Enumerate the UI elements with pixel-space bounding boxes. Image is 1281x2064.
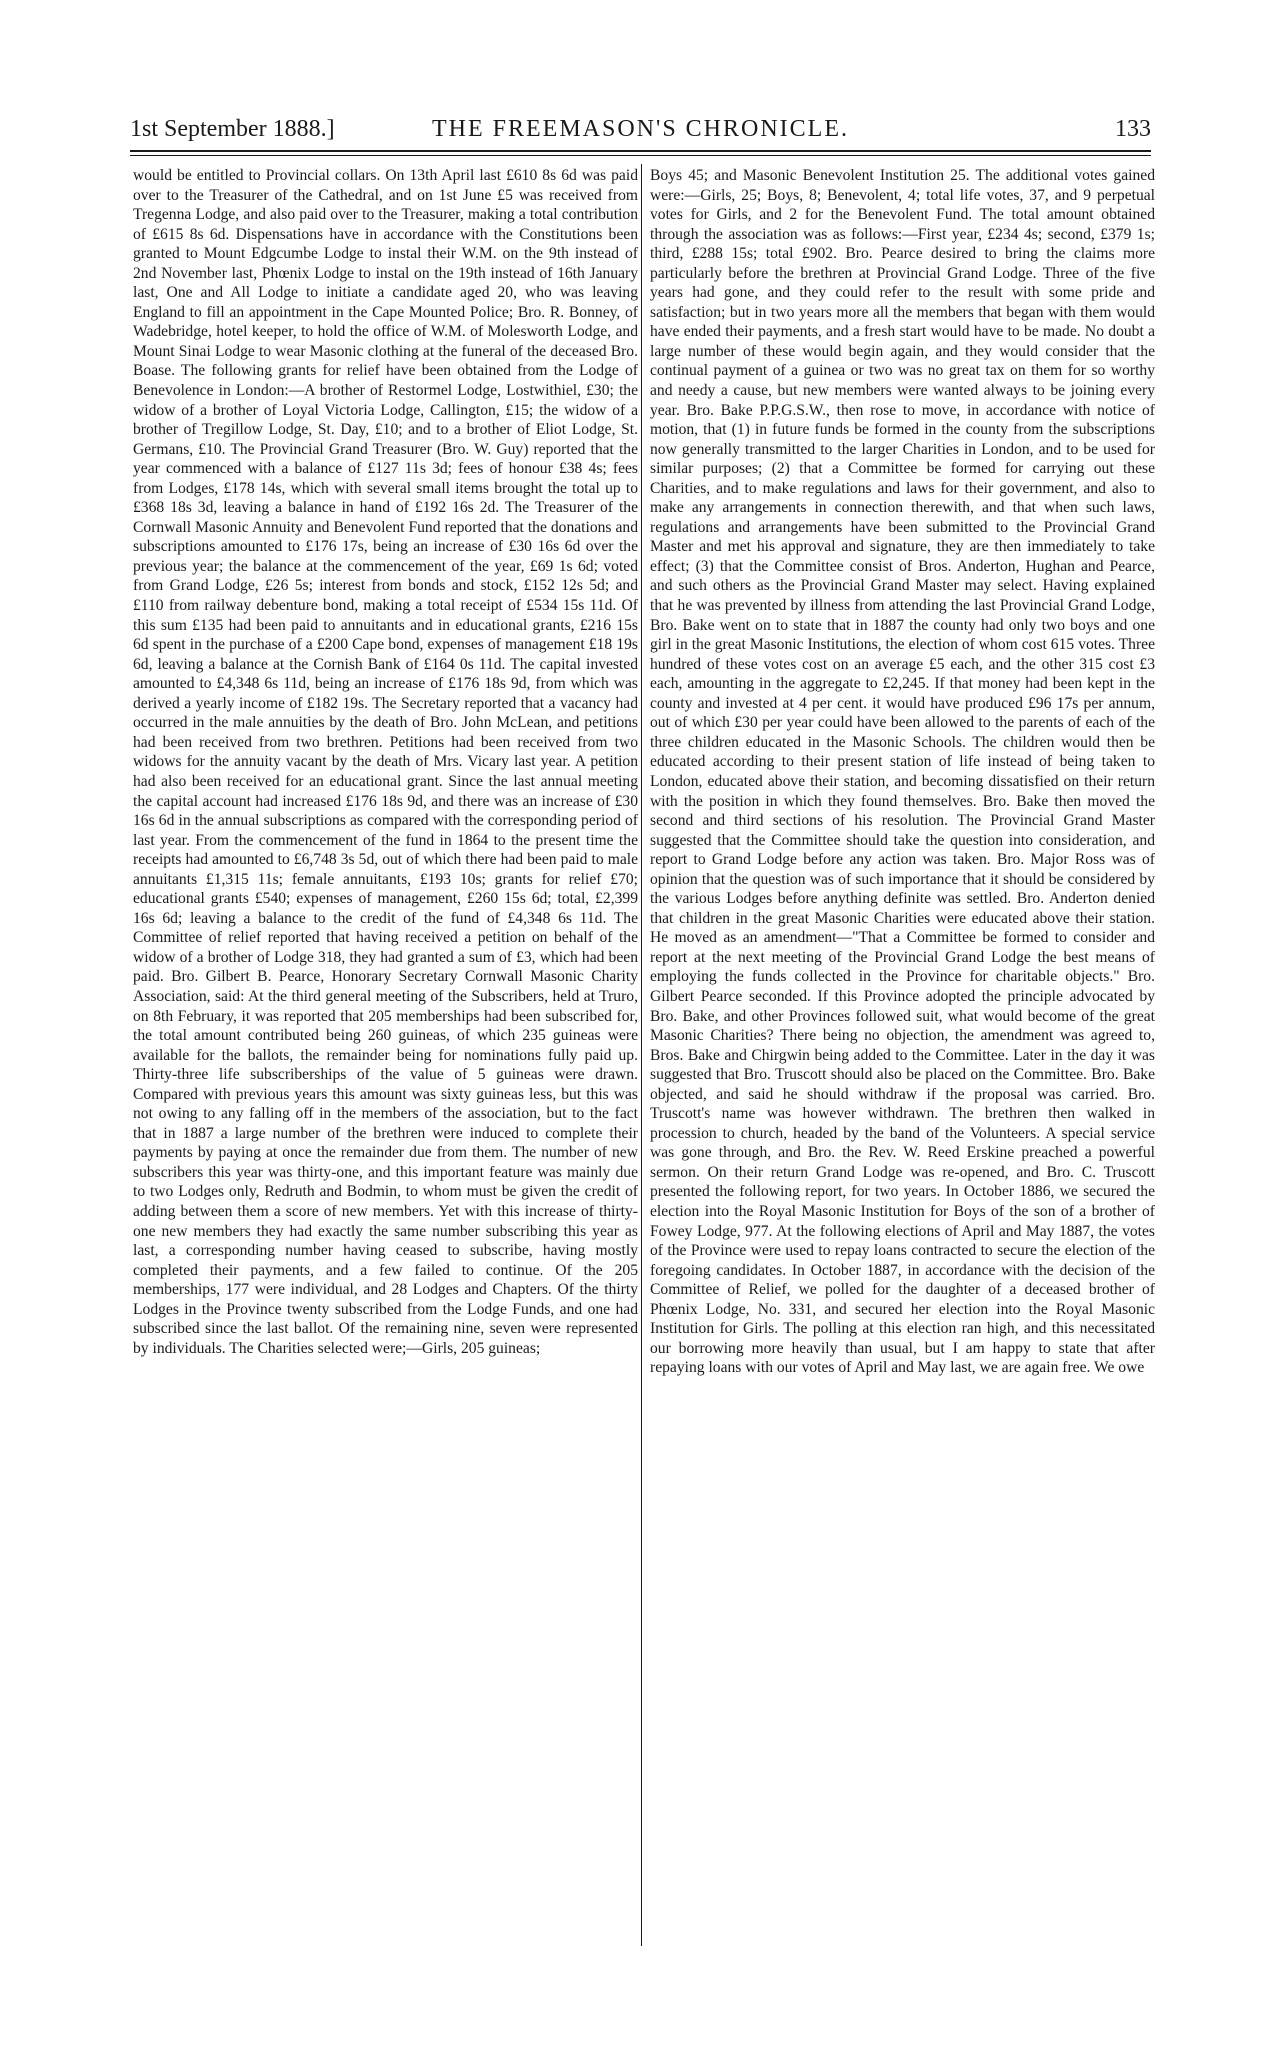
left-column-text: would be entitled to Provincial collars. On 13th April last £610 8s 6d was paid over to the Treasurer of the Cathedral, and on 1st June £5 was received from Tregenna Lodge, and also paid over to the Treasurer, making a total contribution of £615 8s 6d. Dispensations have in accordance with the Constitutions been granted to Mount Edgcumbe Lodge to instal their W.M. on the 9th instead of 2nd November last, Phœnix Lodge to instal on the 19th instead of 16th January last, One and All Lodge to initiate a candidate aged 20, who was leaving England to fill an appointment in the Cape Mounted Police; Bro. R. Bonney, of Wadebridge, hotel keeper, to hold the office of W.M. of Molesworth Lodge, and Mount Sinai Lodge to wear Masonic clothing at the funeral of the deceased Bro. Boase. The following grants for relief have been obtained from the Lodge of Benevolence in London:—A brother of Restormel Lodge, Lostwithiel, £30; the widow of a brother of Loyal Victoria Lodge, Callington, £15; the widow of a brother of Tregillow Lodge, St. Day, £10; and to a brother of Eliot Lodge, St. Germans, £10. The Provincial Grand Treasurer (Bro. W. Guy) reported that the year commenced with a balance of £127 11s 3d; fees of honour £38 4s; fees from Lodges, £178 14s, which with several small items brought the total up to £368 18s 3d, leaving a balance in hand of £192 16s 2d. The Treasurer of the Cornwall Masonic Annuity and Benevolent Fund reported that the donations and subscriptions amounted to £176 17s, being an increase of £30 16s 6d over the previous year; the balance at the commencement of the year, £69 1s 6d; voted from Grand Lodge, £26 5s; interest from bonds and stock, £152 12s 5d; and £110 from railway debenture bond, making a total receipt of £534 15s 11d. Of this sum £135 had been paid to annuitants and in educational grants, £216 15s 6d spent in the purchase of a £200 Cape bond, expenses of management £18 19s 6d, leaving a balance at the Cornish Bank of £164 0s 11d. The capital invested amounted to £4,348 6s 11d, being an increase of £176 18s 9d, from which was derived a yearly income of £182 19s. The Secretary reported that a vacancy had occurred in the male annuities by the death of Bro. John McLean, and petitions had been received from two brethren. Petitions had been received from two widows for the annuity vacant by the death of Mrs. Vicary last year. A petition had also been received for an educational grant. Since the last annual meeting the capital account had increased £176 18s 9d, and there was an increase of £30 16s 6d in the annual subscriptions as compared with the corresponding period of last year. From the commencement of the fund in 1864 to the present time the receipts had amounted to £6,748 3s 5d, out of which there had been paid to male annuitants £1,315 11s; female annuitants, £193 10s; grants for relief £70; educational grants £540; expenses of management, £260 15s 6d; total, £2,399 16s 6d; leaving a balance to the credit of the fund of £4,348 6s 11d. The Committee of relief reported that having received a petition on behalf of the widow of a brother of Lodge 318, they had granted a sum of £3, which had been paid. Bro. Gilbert B. Pearce, Honorary Secretary Cornwall Masonic Charity Association, said: At the third general meeting of the Subscribers, held at Truro, on 8th February, it was reported that 205 memberships had been subscribed for, the total amount contributed being 260 guineas, of which 235 guineas were available for the ballots, the remainder being for nominations fully paid up. Thirty-three life subscriberships of the value of 5 guineas were drawn. Compared with previous years this amount was sixty guineas less, but this was not owing to any falling off in the members of the association, but to the fact that in 1887 a large number of the brethren were induced to complete their payments by paying at once the remainder due from them. The number of new subscribers this year was thirty-one, and this important feature was mainly due to two Lodges only, Redruth and Bodmin, to whom must be given the credit of adding between them a score of new members. Yet with this increase of thirty-one new members they had exactly the same number subscribing this year as last, a corresponding number having ceased to subscribe, having mostly completed their payments, and a few failed to continue. Of the 205 memberships, 177 were individual, and 28 Lodges and Chapters. Of the thirty Lodges in the Province twenty subscribed from the Lodge Funds, and one had subscribed since the last ballot. Of the remaining nine, seven were represented by individuals. The Charities selected were;—Girls, 205 guineas; [133, 167, 638, 1357]
column-divider [641, 164, 642, 1946]
left-column [133, 166, 638, 1946]
issue-date: 1st September 1888.] [130, 116, 335, 142]
right-column-text: Boys 45; and Masonic Benevolent Institution 25. The additional votes gained were:—Girls, 25; Boys, 8; Benevolent, 4; total life votes, 37, and 9 perpetual votes for Girls, and 2 for the Benevolent Fund. The total amount obtained through the association was as follows:—First year, £234 4s; second, £379 1s; third, £288 15s; total £902. Bro. Pearce desired to bring the claims more particularly before the brethren at Provincial Grand Lodge. Three of the five years had gone, and they could refer to the result with some pride and satisfaction; but in two years more all the members that began with them would have ended their payments, and a fresh start would have to be made. No doubt a large number of these would begin again, and they would consider that the continual payment of a guinea or two was no great tax on them for so worthy and needy a cause, but new members were wanted always to be joining every year. Bro. Bake P.P.G.S.W., then rose to move, in accordance with notice of motion, that (1) in future funds be formed in the county from the subscriptions now generally transmitted to the larger Charities in London, and to be used for similar purposes; (2) that a Committee be formed for carrying out these Charities, and to make regulations and laws for their government, and also to make any arrangements in connection therewith, and that when such laws, regulations and arrangements have been submitted to the Provincial Grand Master and met his approval and signature, they are then immediately to take effect; (3) that the Committee consist of Bros. Anderton, Hughan and Pearce, and such others as the Provincial Grand Master may select. Having explained that he was prevented by illness from attending the last Provincial Grand Lodge, Bro. Bake went on to state that in 1887 the county had only two boys and one girl in the great Masonic Institutions, the election of whom cost 615 votes. Three hundred of these votes cost on an average £5 each, and the other 315 cost £3 each, amounting in the aggregate to £2,245. If that money had been kept in the county and invested at 4 per cent. it would have produced £96 17s per annum, out of which £30 per year could have been allowed to the parents of each of the three children educated in the Masonic Schools. The children would then be educated according to their present station of life instead of being taken to London, educated above their station, and becoming dissatisfied on their return with the position in which they found themselves. Bro. Bake then moved the second and third sections of his resolution. The Provincial Grand Master suggested that the Committee should take the question into consideration, and report to Grand Lodge before any action was taken. Bro. Major Ross was of opinion that the question was of such importance that it should be considered by the various Lodges before anything definite was settled. Bro. Anderton denied that children in the great Masonic Charities were educated above their station. He moved as an amendment—"That a Committee be formed to consider and report at the next meeting of the Provincial Grand Lodge the best means of employing the funds collected in the Province for charitable objects." Bro. Gilbert Pearce seconded. If this Province adopted the principle advocated by Bro. Bake, and other Provinces followed suit, what would become of the great Masonic Charities? There being no objection, the amendment was agreed to, Bros. Bake and Chirgwin being added to the Committee. Later in the day it was suggested that Bro. Truscott should also be placed on the Committee. Bro. Bake objected, and said he should withdraw if the proposal was carried. Bro. Truscott's name was however withdrawn. The brethren then walked in procession to church, headed by the band of the Volunteers. A special service was gone through, and Bro. the Rev. W. Reed Erskine preached a powerful sermon. On their return Grand Lodge was re-opened, and Bro. C. Truscott presented the following report, for two years. In October 1886, we secured the election into the Royal Masonic Institution for Boys of the son of a brother of Fowey Lodge, 977. At the following elections of April and May 1887, the votes of the Province were used to repay loans contracted to secure the election of the foregoing candidates. In October 1887, in accordance with the decision of the Committee of Relief, we polled for the daughter of a deceased brother of Phœnix Lodge, No. 331, and secured her election into the Royal Masonic Institution for Girls. The polling at this election ran high, and this necessitated our borrowing more heavily than usual, but I am happy to state that after repaying loans with our votes of April and May last, we are again free. We owe [650, 167, 1155, 1377]
publication-title: THE FREEMASON'S CHRONICLE. [431, 116, 849, 142]
header-rule [130, 150, 1151, 152]
header-rule-thin [130, 155, 1151, 156]
right-column [650, 166, 1155, 1946]
page-number: 133 [1115, 116, 1151, 142]
